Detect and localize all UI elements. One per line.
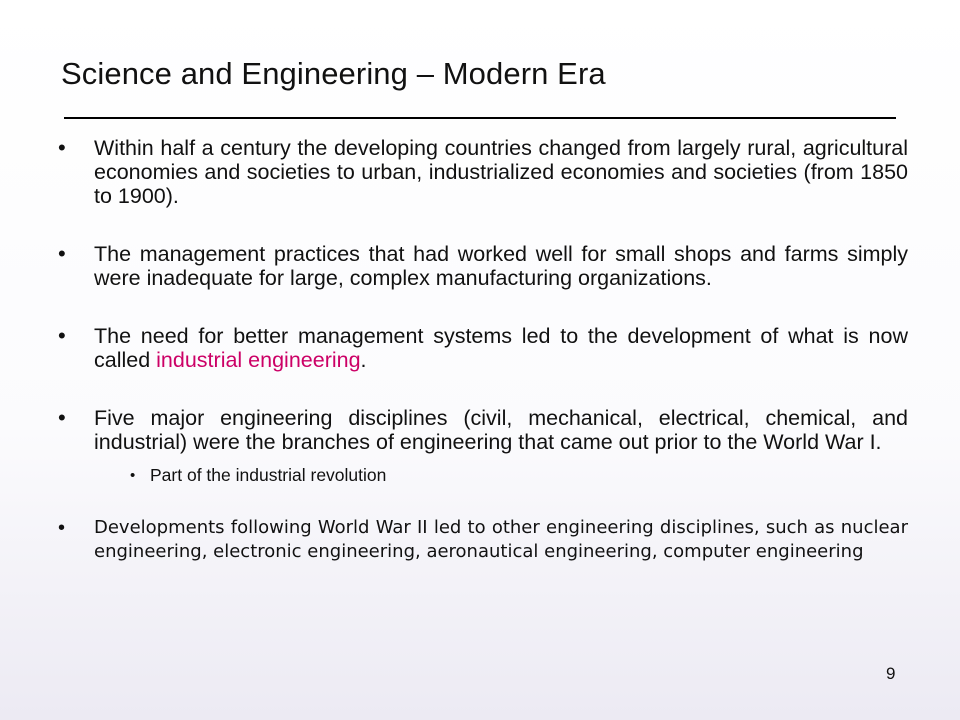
bullet-list [58, 132, 908, 564]
bullet-text: Within half a century the developing countries changed from largely rural, agricultural economies and societies to urban, industrialized economies and societies (from 1850 to 1900). [94, 136, 908, 208]
bullet-item [58, 136, 908, 208]
bullet-text: Developments following World War II led to other engineering disciplines, such as nuclear engineering, electronic engineering, aeronautical engineering, computer engineering [94, 517, 908, 562]
bullet-text [94, 324, 908, 372]
sub-bullet-dot: • [130, 467, 136, 484]
bullet-text-part: The need for better management systems led to the development of what is now called [94, 324, 908, 372]
title-underline [64, 117, 896, 119]
highlighted-term: industrial engineering [156, 348, 361, 372]
bullet-dot: • [58, 241, 66, 266]
bullet-dot: • [58, 135, 66, 160]
bullet-item [58, 406, 908, 486]
sub-bullet-text: Part of the industrial revolution [150, 465, 387, 485]
bullet-text: The management practices that had worked well for small shops and farms simply were inadequate for large, complex manufacturing organizations. [94, 242, 908, 290]
slide-title: Science and Engineering – Modern Era [61, 56, 606, 91]
bullet-text-part: . [360, 348, 367, 372]
sub-bullet-item [130, 464, 908, 486]
bullet-dot: • [58, 517, 66, 539]
bullet-text: Five major engineering disciplines (civil, mechanical, electrical, chemical, and industrial) were the branches of engineering that came out prior to the World War I. [94, 406, 908, 454]
bullet-dot: • [58, 405, 66, 430]
bullet-item [58, 242, 908, 290]
bullet-dot: • [58, 323, 66, 348]
bullet-item [58, 324, 908, 372]
bullet-item [58, 516, 908, 564]
page-number: 9 [886, 664, 896, 683]
